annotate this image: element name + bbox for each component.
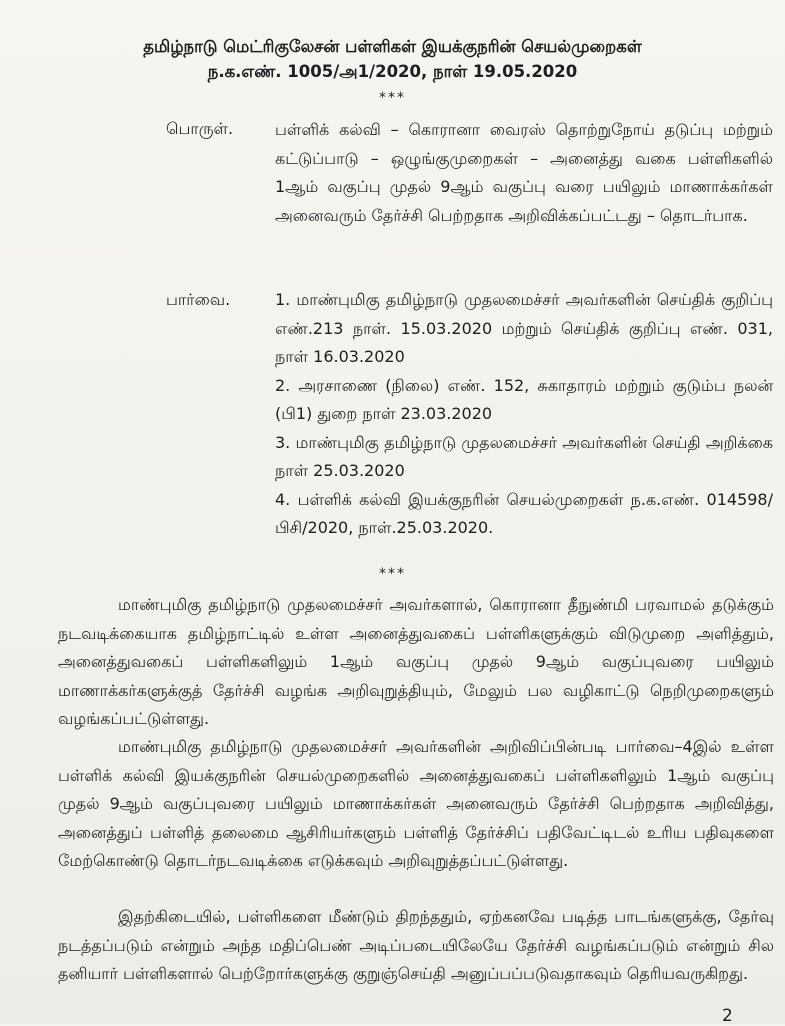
separator-middle: *** (379, 566, 406, 582)
separator-top: *** (379, 90, 406, 106)
reference-item: 3. மாண்புமிகு தமிழ்நாடு முதலமைச்சர் அவர்களின் செய்தி அறிக்கை நாள் 25.03.2020 (275, 432, 773, 480)
subject-text: பள்ளிக் கல்வி – கொரானா வைரஸ் தொற்றுநோய் தடுப்பு மற்றும் கட்டுப்பாடு – ஒழுங்குமுறைகள் – அனைத்து வகை பள்ளிகளில் 1ஆம் வகுப்பு முதல் 9ஆம் வகுப்பு வரை பயிலும் மாணாக்கர்கள் அனைவரும் தேர்ச்சி பெற்றதாக அறிவிக்கப்பட்டது – தொடர்பாக. (275, 120, 773, 225)
page-number: 2 (722, 1006, 733, 1026)
subject-label: பொருள். (166, 119, 234, 138)
reference-item: 2. அரசாணை (நிலை) எண். 152, சுகாதாரம் மற்றும் குடும்ப நலன் (பி1) துறை நாள் 23.03.2020 (275, 375, 773, 423)
references-list (275, 286, 773, 543)
office-title: தமிழ்நாடு மெட்ரிகுலேசன் பள்ளிகள் இயக்குநரின் செயல்முறைகள் (143, 37, 642, 56)
reference-item: 1. மாண்புமிகு தமிழ்நாடு முதலமைச்சர் அவர்களின் செய்திக் குறிப்பு எண்.213 நாள். 15.03.2020 மற்றும் செய்திக் குறிப்பு எண். 031, நாள் 16.03.2020 (275, 290, 773, 366)
reference-item: 4. பள்ளிக் கல்வி இயக்குநரின் செயல்முறைகள் ந.க.எண். 014598/பிசி/2020, நாள்.25.03.2020. (275, 489, 773, 537)
reference-number: ந.க.எண். 1005/அ1/2020, நாள் 19.05.2020 (207, 62, 578, 81)
references-label: பார்வை. (166, 290, 231, 309)
body-paragraph-3: இதற்கிடையில், பள்ளிகளை மீண்டும் திறந்ததும், ஏற்கனவே படித்த பாடங்களுக்கு, தேர்வு நடத்தப்படும் என்றும் அந்த மதிப்பெண் அடிப்படையிலேயே தேர்ச்சி வழங்கப்படும் என்றும் சில தனியார் பள்ளிகளால் பெற்றோர்களுக்கு குறுஞ்செய்தி அனுப்பப்படுவதாகவும் தெரியவருகிறது. (58, 907, 774, 983)
body-paragraph-1: மாண்புமிகு தமிழ்நாடு முதலமைச்சர் அவர்களால், கொரானா தீநுண்மி பரவாமல் தடுக்கும் நடவடிக்கையாக தமிழ்நாட்டில் உள்ள அனைத்துவகைப் பள்ளிகளுக்கும் விடுமுறை அளித்தும், அனைத்துவகைப் பள்ளிகளிலும் 1ஆம் வகுப்பு முதல் 9ஆம் வகுப்புவரை பயிலும் மாணாக்கர்களுக்குத் தேர்ச்சி வழங்க அறிவுறுத்தியும், மேலும் பல வழிகாட்டு நெறிமுறைகளும் வழங்கப்பட்டுள்ளது. (58, 595, 774, 728)
body-paragraph-2: மாண்புமிகு தமிழ்நாடு முதலமைச்சர் அவர்களின் அறிவிப்பின்படி பார்வை–4இல் உள்ள பள்ளிக் கல்வி இயக்குநரின் செயல்முறைகளில் அனைத்துவகைப் பள்ளிகளிலும் 1ஆம் வகுப்பு முதல் 9ஆம் வகுப்புவரை பயிலும் மாணாக்கர்கள் அனைவரும் தேர்ச்சி பெற்றதாக அறிவித்து, அனைத்துப் பள்ளித் தலைமை ஆசிரியர்களும் பள்ளித் தேர்ச்சிப் பதிவேட்டிடல் உரிய பதிவுகளை மேற்கொண்டு தொடர்நடவடிக்கை எடுக்கவும் அறிவுறுத்தப்பட்டுள்ளது. (58, 737, 774, 870)
